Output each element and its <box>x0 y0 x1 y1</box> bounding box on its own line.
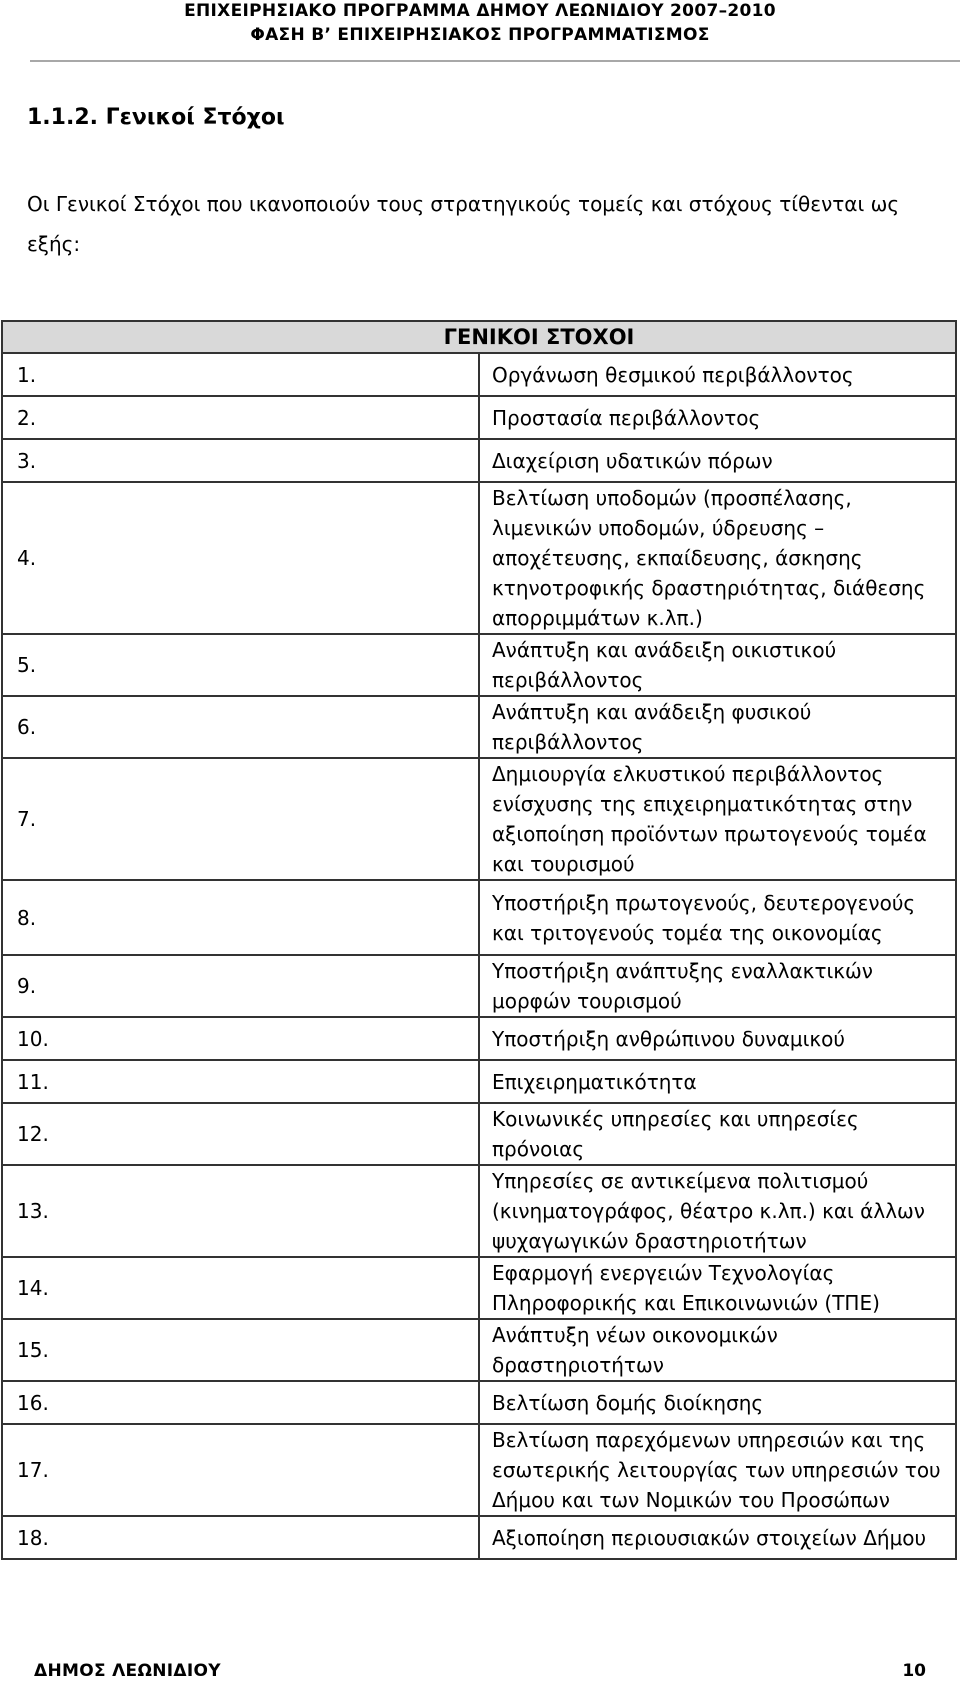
goal-number: 18. <box>2 1516 479 1559</box>
goal-text: Προστασία περιβάλλοντος <box>479 396 956 439</box>
goal-text: Ανάπτυξη και ανάδειξη οικιστικού περιβάλλοντος <box>479 634 956 696</box>
table-row <box>2 1381 956 1424</box>
goal-number: 14. <box>2 1257 479 1319</box>
goal-text: Υπηρεσίες σε αντικείμενα πολιτισμού (κινηματογράφος, θέατρο κ.λπ.) και άλλων ψυχαγωγικών δραστηριοτήτων <box>479 1165 956 1257</box>
goal-text: Κοινωνικές υπηρεσίες και υπηρεσίες πρόνοιας <box>479 1103 956 1165</box>
table-header-label: ΓΕΝΙΚΟΙ ΣΤΟΧΟΙ <box>443 325 635 349</box>
goal-number: 16. <box>2 1381 479 1424</box>
goal-text: Υποστήριξη πρωτογενούς, δευτερογενούς και τριτογενούς τομέα της οικονομίας <box>479 880 956 955</box>
general-goals-table <box>1 320 957 1560</box>
header-title-line1: ΕΠΙΧΕΙΡΗΣΙΑΚΟ ΠΡΟΓΡΑΜΜΑ ΔΗΜΟΥ ΛΕΩΝΙΔΙΟΥ 2007–2010 <box>184 1 776 21</box>
table-row <box>2 439 956 482</box>
goal-number: 1. <box>2 353 479 396</box>
header-title-line2: ΦΑΣΗ Β’ ΕΠΙΧΕΙΡΗΣΙΑΚΟΣ ΠΡΟΓΡΑΜΜΑΤΙΣΜΟΣ <box>250 25 710 45</box>
goal-number: 15. <box>2 1319 479 1381</box>
goal-number: 10. <box>2 1017 479 1060</box>
intro-paragraph: Οι Γενικοί Στόχοι που ικανοποιούν τους στρατηγικούς τομείς και στόχους τίθενται ως εξής: <box>27 192 900 256</box>
table-row <box>2 880 956 955</box>
table-body <box>2 353 956 1559</box>
goal-number: 3. <box>2 439 479 482</box>
goal-text: Ανάπτυξη και ανάδειξη φυσικού περιβάλλοντος <box>479 696 956 758</box>
goal-number: 12. <box>2 1103 479 1165</box>
table-row <box>2 1424 956 1516</box>
section-title: 1.1.2. Γενικοί Στόχοι <box>27 105 285 130</box>
goal-number: 17. <box>2 1424 479 1516</box>
table-row <box>2 1257 956 1319</box>
table-row <box>2 482 956 634</box>
goal-text: Διαχείριση υδατικών πόρων <box>479 439 956 482</box>
goal-number: 8. <box>2 880 479 955</box>
table-row <box>2 353 956 396</box>
table-row <box>2 758 956 880</box>
goal-number: 2. <box>2 396 479 439</box>
goal-text: Υποστήριξη ανθρώπινου δυναμικού <box>479 1017 956 1060</box>
goal-text: Εφαρμογή ενεργειών Τεχνολογίας Πληροφορικής και Επικοινωνιών (ΤΠΕ) <box>479 1257 956 1319</box>
goal-text: Αξιοποίηση περιουσιακών στοιχείων Δήμου <box>479 1516 956 1559</box>
table-row <box>2 396 956 439</box>
goal-text: Βελτίωση δομής διοίκησης <box>479 1381 956 1424</box>
goal-number: 11. <box>2 1060 479 1103</box>
table-row <box>2 696 956 758</box>
table-header <box>2 321 956 353</box>
table-header-row <box>2 321 956 353</box>
goal-number: 4. <box>2 482 479 634</box>
table-row <box>2 955 956 1017</box>
goal-number: 9. <box>2 955 479 1017</box>
goal-text: Ανάπτυξη νέων οικονομικών δραστηριοτήτων <box>479 1319 956 1381</box>
footer-page-number: 10 <box>902 1661 926 1681</box>
goal-text: Βελτίωση παρεχόμενων υπηρεσιών και της εσωτερικής λειτουργίας των υπηρεσιών του Δήμου και των Νομικών του Προσώπων <box>479 1424 956 1516</box>
goal-text: Υποστήριξη ανάπτυξης εναλλακτικών μορφών τουρισμού <box>479 955 956 1017</box>
goal-text: Βελτίωση υποδομών (προσπέλασης, λιμενικών υποδομών, ύδρευσης – αποχέτευσης, εκπαίδευσης, άσκησης κτηνοτροφικής δραστηριότητας, διάθεσης απορριμμάτων κ.λπ.) <box>479 482 956 634</box>
goal-text: Δημιουργία ελκυστικού περιβάλλοντος ενίσχυσης της επιχειρηματικότητας στην αξιοποίηση προϊόντων πρωτογενούς τομέα και τουρισμού <box>479 758 956 880</box>
goal-text: Επιχειρηματικότητα <box>479 1060 956 1103</box>
table-row <box>2 1103 956 1165</box>
goal-text: Οργάνωση θεσμικού περιβάλλοντος <box>479 353 956 396</box>
goal-number: 6. <box>2 696 479 758</box>
table-row <box>2 634 956 696</box>
table-row <box>2 1017 956 1060</box>
header-divider <box>30 60 960 62</box>
table-row <box>2 1319 956 1381</box>
goal-number: 5. <box>2 634 479 696</box>
table-row <box>2 1516 956 1559</box>
goal-number: 7. <box>2 758 479 880</box>
table-row <box>2 1165 956 1257</box>
table-row <box>2 1060 956 1103</box>
footer-municipality: ΔΗΜΟΣ ΛΕΩΝΙΔΙΟΥ <box>34 1661 221 1681</box>
goal-number: 13. <box>2 1165 479 1257</box>
